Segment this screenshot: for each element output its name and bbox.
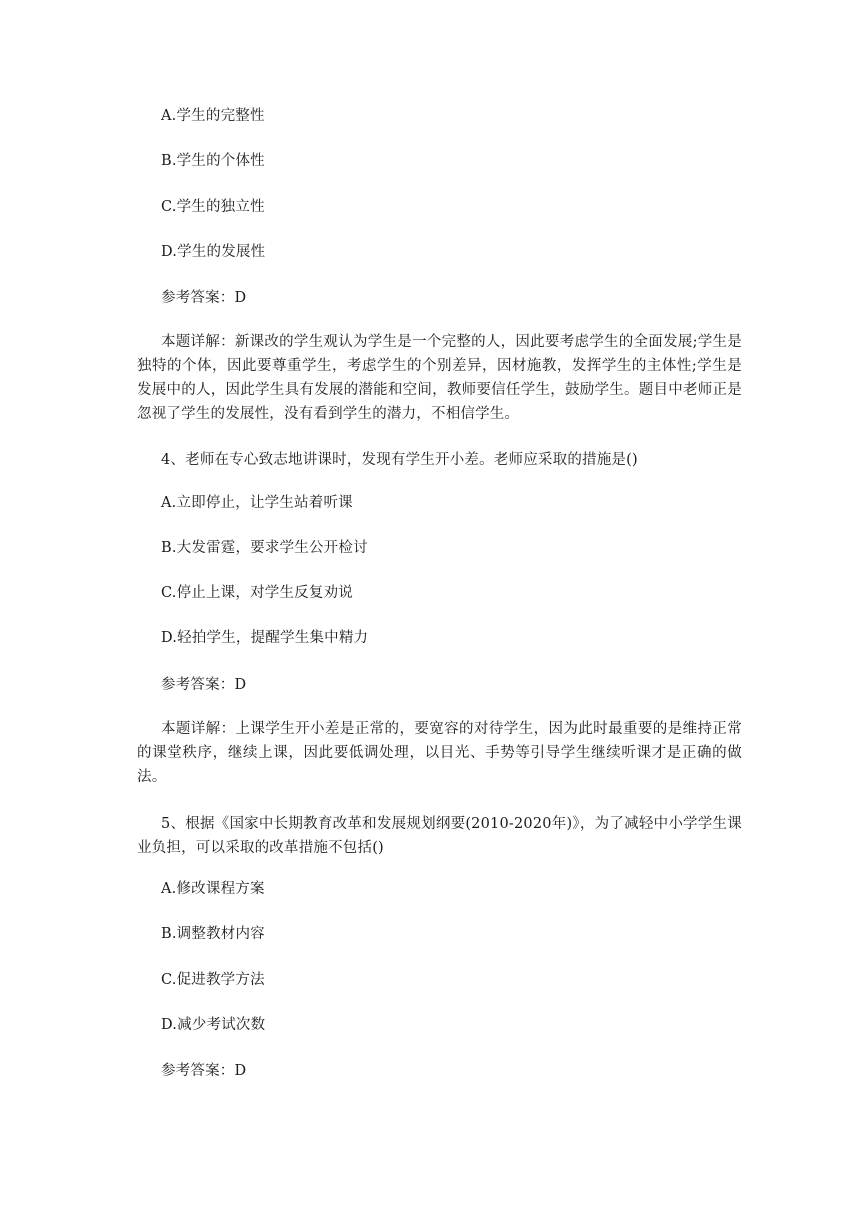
- q5-option-c: C.促进教学方法: [161, 972, 265, 988]
- q5-answer: 参考答案：D: [161, 1063, 247, 1079]
- q4-option-d: D.轻拍学生，提醒学生集中精力: [161, 630, 369, 646]
- q5-stem: 5、根据《国家中长期教育改革和发展规划纲要(2010-2020年)》，为了减轻中小学学生课业负担，可以采取的改革措施不包括(): [137, 816, 742, 856]
- q3-option-d: D.学生的发展性: [161, 244, 266, 260]
- q5-option-d: D.减少考试次数: [161, 1017, 266, 1033]
- q5-option-b: B.调整教材内容: [161, 926, 265, 942]
- q4-option-c: C.停止上课，对学生反复劝说: [161, 585, 353, 601]
- q3-explanation: 本题详解：新课改的学生观认为学生是一个完整的人，因此要考虑学生的全面发展;学生是独特的个体，因此要尊重学生，考虑学生的个别差异，因材施教，发挥学生的主体性;学生是发展中的人，因此学生具有发展的潜能和空间，教师要信任学生，鼓励学生。题目中老师正是忽视了学生的发展性，没有看到学生的潜力，不相信学生。: [137, 334, 742, 422]
- q5-option-a: A.修改课程方案: [161, 881, 265, 897]
- q4-answer: 参考答案：D: [161, 677, 247, 693]
- q3-option-a: A.学生的完整性: [161, 108, 265, 124]
- q4-option-a: A.立即停止，让学生站着听课: [161, 495, 353, 511]
- q4-stem: 4、老师在专心致志地讲课时，发现有学生开小差。老师应采取的措施是(): [161, 452, 638, 468]
- q3-option-b: B.学生的个体性: [161, 153, 265, 169]
- q3-answer: 参考答案：D: [161, 290, 247, 306]
- q4-option-b: B.大发雷霆，要求学生公开检讨: [161, 540, 368, 556]
- q4-explanation: 本题详解：上课学生开小差是正常的，要宽容的对待学生，因为此时最重要的是维持正常的课堂秩序，继续上课，因此要低调处理，以目光、手势等引导学生继续听课才是正确的做法。: [137, 721, 742, 785]
- q3-option-c: C.学生的独立性: [161, 199, 265, 215]
